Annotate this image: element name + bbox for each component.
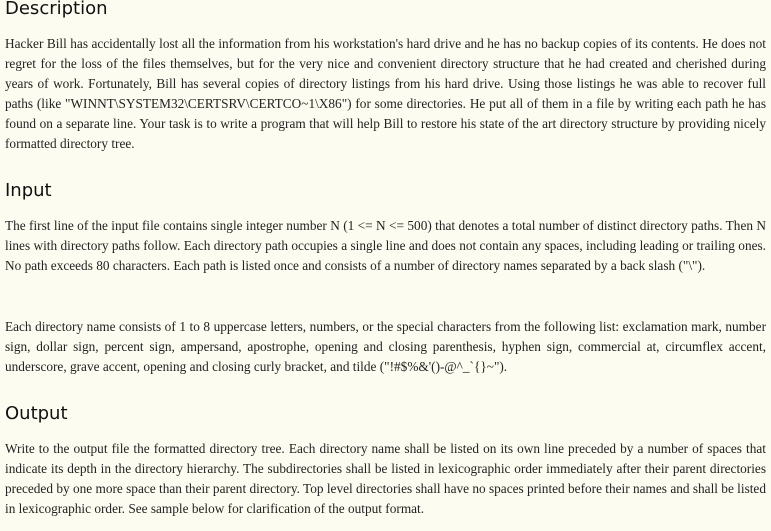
input-heading: Input <box>5 180 52 201</box>
output-heading: Output <box>5 403 68 424</box>
description-heading: Description <box>5 0 108 19</box>
description-text: Hacker Bill has accidentally lost all the information from his workstation's hard drive and he has no backup copies of its contents. He does not regret for the loss of the files themselves, but for the very nice and convenient directory structure that he had created and cherished during years of work. Fortunately, Bill has several copies of directory listings from his hard drive. Using those listings he was able to recover full paths (like "WINNT\SYSTEM32\CERTSRV\CERTCO~1\X86") for some directories. He put all of them in a file by writing each path he has found on a separate line. Your task is to write a program that will help Bill to restore his state of the art directory structure by providing nicely formatted directory tree. <box>5 36 766 151</box>
input-paragraph-1: The first line of the input file contains single integer number N (1 <= N <= 500) that denotes a total number of distinct directory paths. Then N lines with directory paths follow. Each directory path occupies a single line and does not contain any spaces, including leading or trailing ones. No path exceeds 80 characters. Each path is listed once and consists of a number of directory names separated by a back slash ("\"). <box>5 218 766 273</box>
input-paragraph-2: Each directory name consists of 1 to 8 uppercase letters, numbers, or the special characters from the following list: exclamation mark, number sign, dollar sign, percent sign, ampersand, apostrophe, opening and closing parenthesis, hyphen sign, commercial at, circumflex accent, underscore, grave accent, opening and closing curly bracket, and tilde ("!#$%&'()-@^_`{}~"). <box>5 319 766 374</box>
output-text: Write to the output file the formatted directory tree. Each directory name shall be listed on its own line preceded by a number of spaces that indicate its depth in the directory hierarchy. The subdirectories shall be listed in lexicographic order immediately after their parent directories preceded by one more space than their parent directory. Top level directories shall have no spaces printed before their names and shall be listed in lexicographic order. See sample below for clarification of the output format. <box>5 441 766 516</box>
